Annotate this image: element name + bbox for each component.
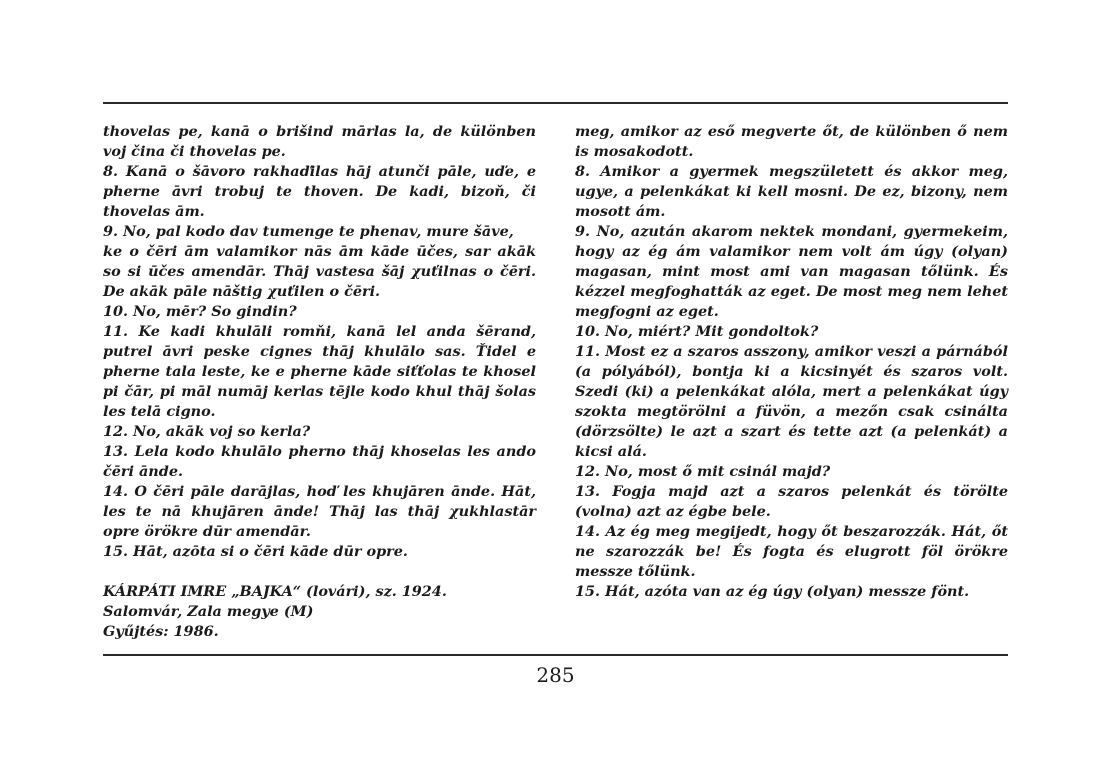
- right-paragraph: 14. Az ég meg megijedt, hogy őt beszarozzák. Hát, őt ne szarozzák be! És fogta és elugrott föl örökre messze tőlünk.: [575, 523, 1008, 580]
- left-column: [103, 122, 536, 642]
- left-paragraph: ke o čēri ām valamikor nās ām kāde ūčes, sar akāk so si ūčes amendār. Thāj vastesa šāj χuťilnas o čēri. De akāk pāle nāštig χuťilen o čēri.: [103, 243, 536, 300]
- left-paragraph: 10. No, mēr? So gindin?: [103, 303, 297, 320]
- right-column: [575, 122, 1008, 602]
- top-rule: [103, 102, 1008, 104]
- left-paragraph: 8. Kanā o šāvoro rakhaďilas hāj atunči pāle, uďe, e pherne āvri trobuj te thoven. De kadi, bizoň, či thovelas ām.: [103, 163, 536, 220]
- left-paragraph: 9. No, pal kodo dav tumenge te phenav, mure šāve,: [103, 223, 514, 240]
- right-paragraph: meg, amikor az eső megverte őt, de különben ő nem is mosakodott.: [575, 123, 1008, 160]
- bottom-rule: [103, 654, 1008, 656]
- right-paragraph: 9. No, azután akarom nektek mondani, gyermekeim, hogy az ég ám valamikor nem volt ám úgy (olyan) magasan, mint most ami van magasan tőlünk. És kézzel megfoghatták az eget. De most meg nem lehet megfogni az eget.: [575, 223, 1008, 320]
- right-paragraph: 15. Hát, azóta van az ég úgy (olyan) messze fönt.: [575, 583, 970, 600]
- attribution: [103, 582, 536, 642]
- left-paragraph: thovelas pe, kanā o brišind mārlas la, de különben voj čina či thovelas pe.: [103, 123, 536, 160]
- left-paragraph: 14. O čēri pāle darājlas, hoď les khujāren ānde. Hāt, les te nā khujāren ānde! Thāj las thāj χukhlastār opre örökre dūr amendār.: [103, 483, 536, 540]
- left-paragraph: 13. Lela kodo khulālo pherno thāj khoselas les ando čēri ānde.: [103, 443, 536, 480]
- left-paragraph: 11. Ke kadi khulāli romňi, kanā lel anda šērand, putrel āvri peske cignes thāj khulālo sas. Ťidel e pherne tala leste, ke e pherne kāde siťťolas te khosel pi čār, pi māl numāj kerlas tējle kodo khul thāj šolas les telā cigno.: [103, 323, 536, 420]
- right-paragraph: 10. No, miért? Mit gondoltok?: [575, 323, 819, 340]
- right-paragraph: 11. Most ez a szaros asszony, amikor veszi a párnából (a pólyából), bontja ki a kicsinyét és szaros volt. Szedi (ki) a pelenkákat alóla, mert a pelenkákat úgy szokta megtörölni a füvön, a mezőn csak csinálta (dörzsölte) le azt a szart és tette azt (a pelenkát) a kicsi alá.: [575, 343, 1008, 460]
- attribution-location: Salomvár, Zala megye (M): [103, 603, 314, 620]
- right-paragraph: 8. Amikor a gyermek megszületett és akkor meg, ugye, a pelenkákat ki kell mosni. De ez, bizony, nem mosott ám.: [575, 163, 1008, 220]
- right-paragraph: 13. Fogja majd azt a szaros pelenkát és törölte (volna) azt az égbe bele.: [575, 483, 1008, 520]
- attribution-collection-year: Gyűjtés: 1986.: [103, 623, 219, 640]
- left-paragraph: 15. Hāt, azōta si o čēri kāde dūr opre.: [103, 543, 408, 560]
- right-paragraph: 12. No, most ő mit csinál majd?: [575, 463, 831, 480]
- page-number: 285: [536, 663, 575, 687]
- left-paragraph: 12. No, akāk voj so kerla?: [103, 423, 311, 440]
- attribution-narrator: KÁRPÁTI IMRE „BAJKA“ (lovári), sz. 1924.: [103, 583, 447, 600]
